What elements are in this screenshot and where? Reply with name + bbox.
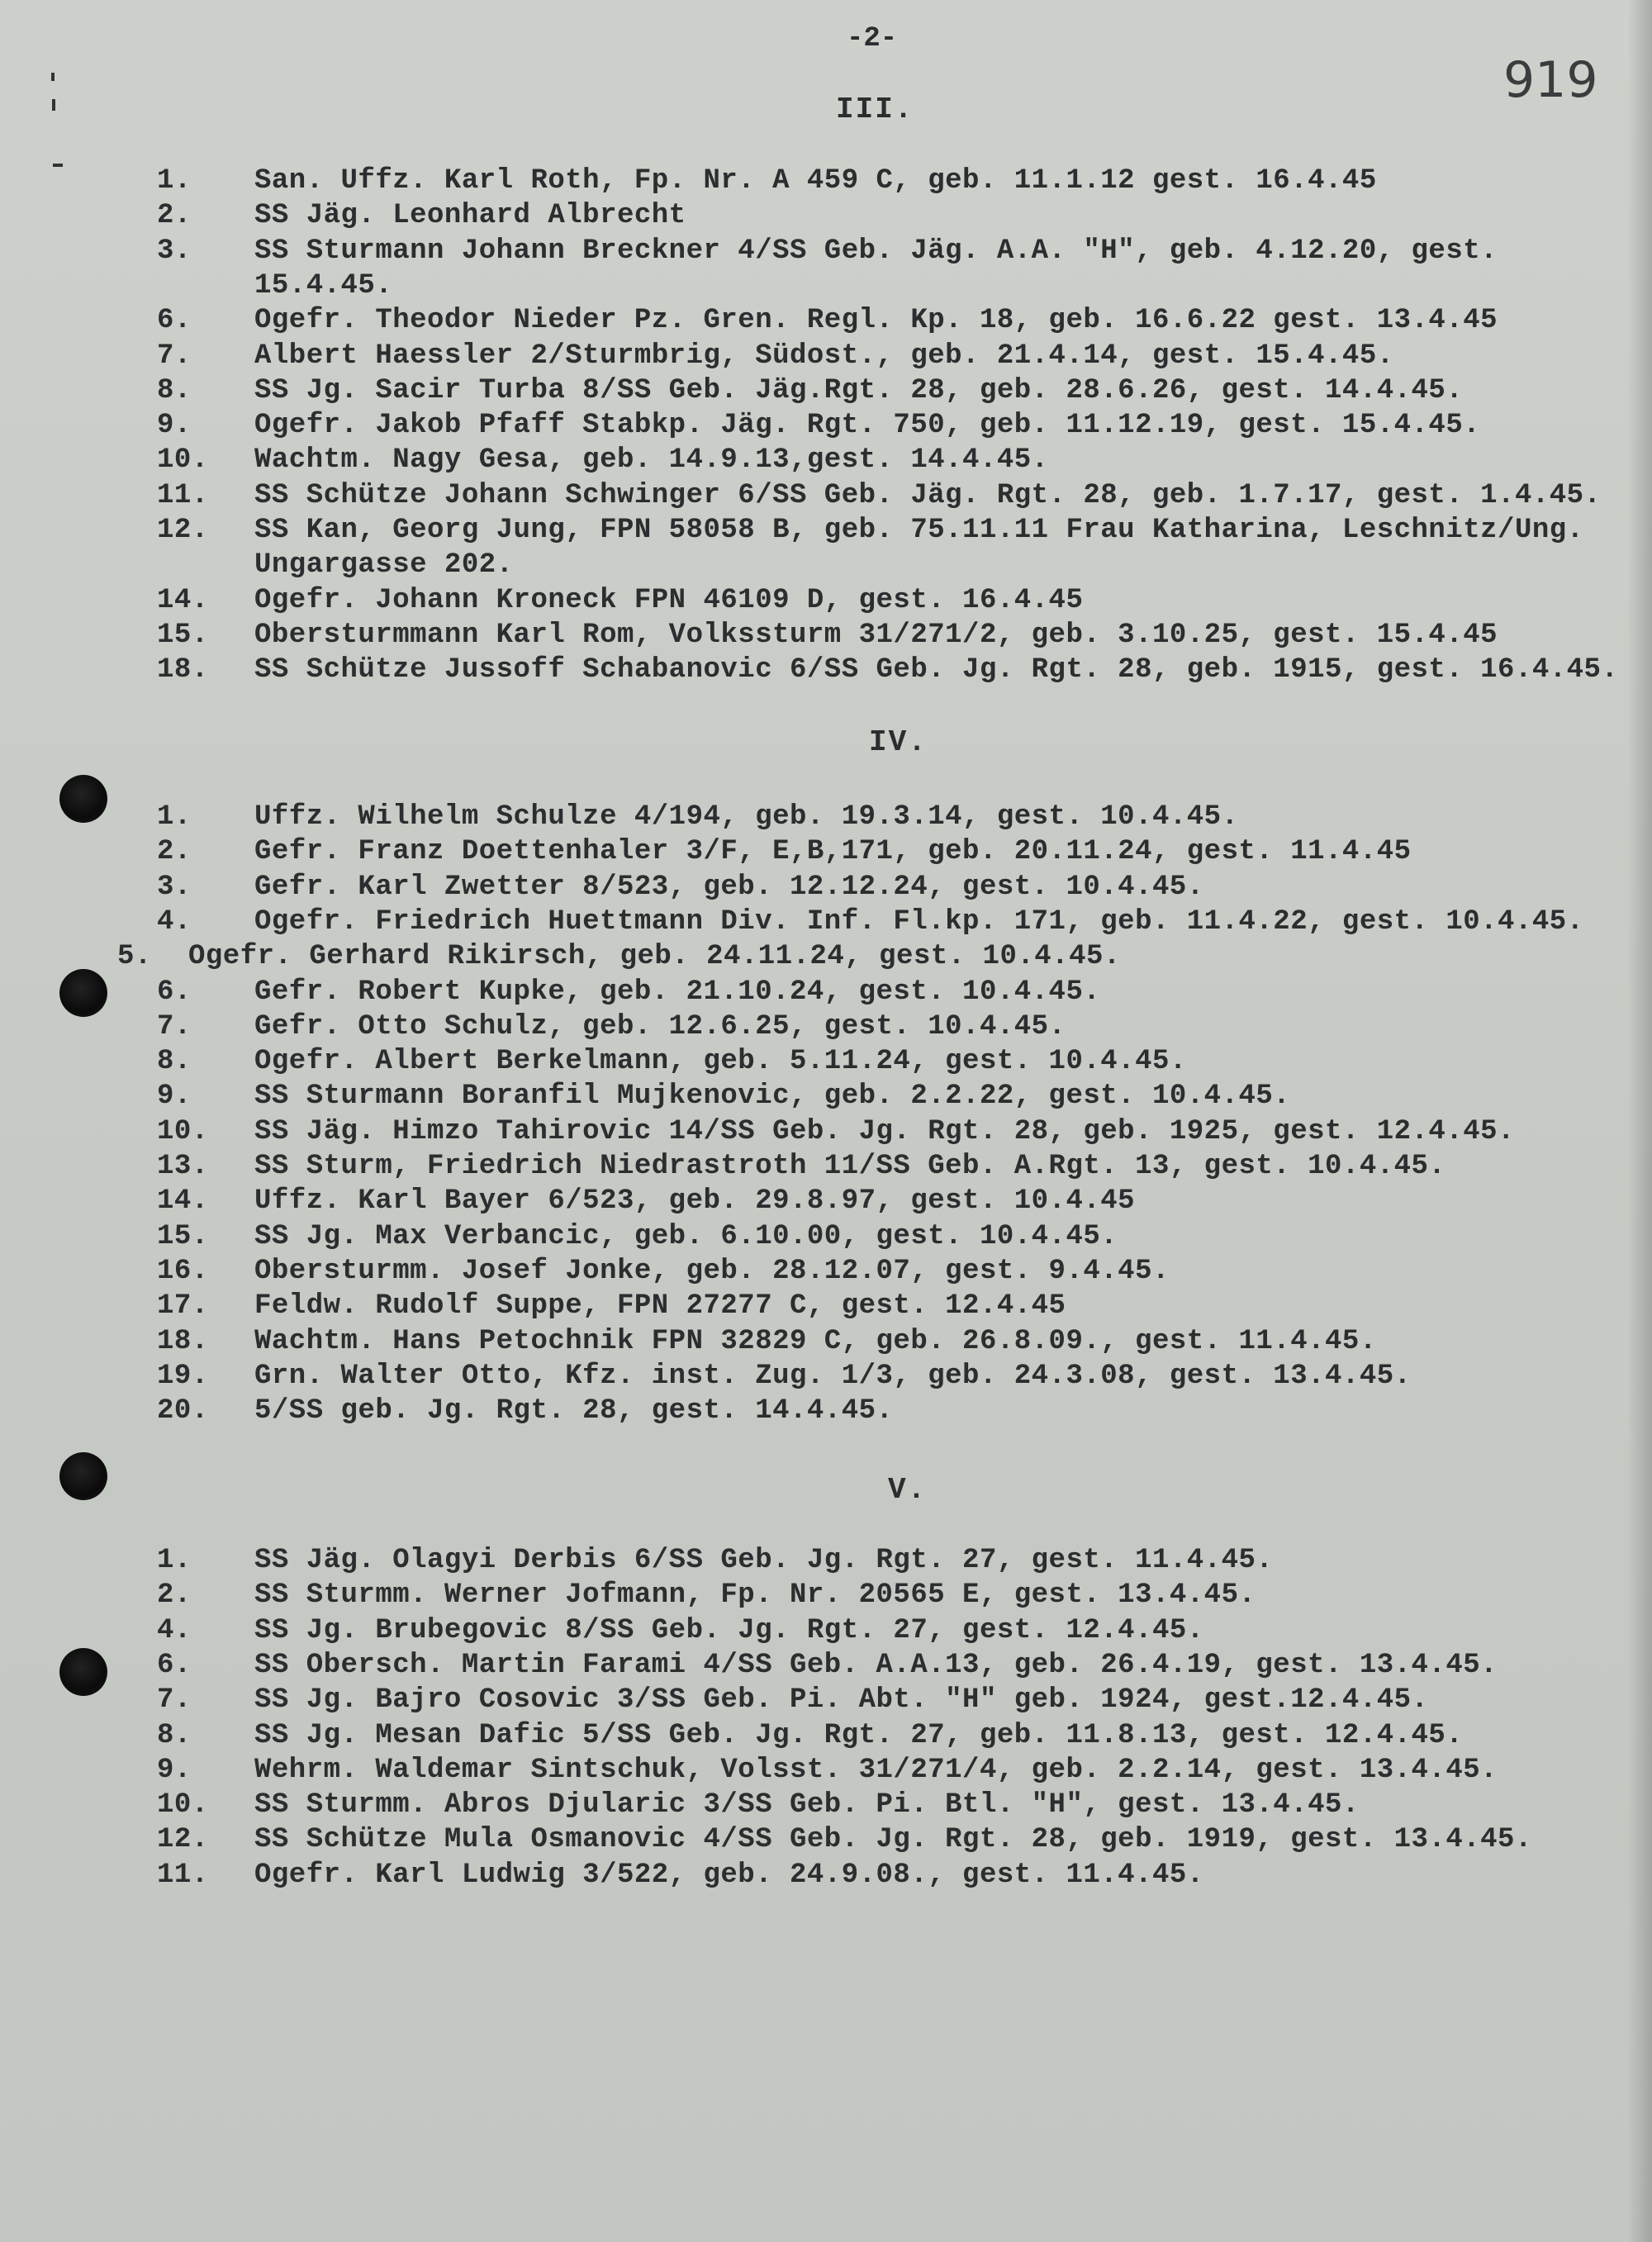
entry-number: 16. <box>157 1256 209 1287</box>
entry-number: 18. <box>157 654 209 686</box>
list-entry <box>0 801 1652 836</box>
entry-number: 9. <box>157 1755 192 1786</box>
margin-mark <box>52 99 55 111</box>
entry-text: SS Obersch. Martin Farami 4/SS Geb. A.A.13, geb. 26.4.19, gest. 13.4.45. <box>254 1650 1498 1681</box>
list-entry <box>0 1545 1652 1579</box>
list-entry <box>0 872 1652 906</box>
list-entry <box>0 1081 1652 1115</box>
entry-number: 1. <box>157 1545 192 1576</box>
entry-text: Ogefr. Friedrich Huettmann Div. Inf. Fl.kp. 171, geb. 11.4.22, gest. 10.4.45. <box>254 906 1584 938</box>
section-heading: V. <box>888 1473 928 1507</box>
entry-number: 18. <box>157 1326 209 1357</box>
entry-text: SS Jäg. Leonhard Albrecht <box>254 200 686 231</box>
entry-text: Wachtm. Hans Petochnik FPN 32829 C, geb. 26.8.09., gest. 11.4.45. <box>254 1326 1377 1357</box>
list-entry <box>0 1361 1652 1395</box>
list-entry <box>0 340 1652 375</box>
entry-text: Ogefr. Gerhard Rikirsch, geb. 24.11.24, gest. 10.4.45. <box>188 941 1121 972</box>
entry-number: 7. <box>157 1684 192 1716</box>
entry-number: 6. <box>157 976 192 1008</box>
entry-number: 2. <box>157 1579 192 1611</box>
list-entry <box>0 1221 1652 1256</box>
entry-text: SS Jg. Brubegovic 8/SS Geb. Jg. Rgt. 27, gest. 12.4.45. <box>254 1615 1204 1646</box>
entry-text: SS Schütze Johann Schwinger 6/SS Geb. Jäg. Rgt. 28, geb. 1.7.17, gest. 1.4.45. <box>254 480 1602 511</box>
entry-text: Obersturmm. Josef Jonke, geb. 28.12.07, gest. 9.4.45. <box>254 1256 1170 1287</box>
entry-continuation: 15.4.45. <box>254 270 393 302</box>
entry-text: San. Uffz. Karl Roth, Fp. Nr. A 459 C, geb. 11.1.12 gest. 16.4.45 <box>254 165 1377 197</box>
entry-text: Gefr. Otto Schulz, geb. 12.6.25, gest. 10.4.45. <box>254 1011 1066 1043</box>
entry-text: SS Jg. Bajro Cosovic 3/SS Geb. Pi. Abt. "H" geb. 1924, gest.12.4.45. <box>254 1684 1429 1716</box>
list-entry <box>0 1824 1652 1859</box>
entry-text: Wachtm. Nagy Gesa, geb. 14.9.13,gest. 14.4.45. <box>254 444 1049 476</box>
list-entry <box>0 480 1652 515</box>
entry-text: Ogefr. Albert Berkelmann, geb. 5.11.24, gest. 10.4.45. <box>254 1046 1187 1077</box>
entry-number: 1. <box>157 165 192 197</box>
list-entry <box>0 1579 1652 1614</box>
list-entry <box>0 305 1652 340</box>
entry-number: 19. <box>157 1361 209 1392</box>
entry-text: Gefr. Karl Zwetter 8/523, geb. 12.12.24, gest. 10.4.45. <box>254 872 1204 903</box>
entry-text: SS Jg. Mesan Dafic 5/SS Geb. Jg. Rgt. 27, geb. 11.8.13, gest. 12.4.45. <box>254 1720 1464 1751</box>
list-entry <box>0 515 1652 581</box>
entry-text: SS Sturmm. Abros Djularic 3/SS Geb. Pi. Btl. "H", gest. 13.4.45. <box>254 1789 1360 1821</box>
entry-text: Ogefr. Jakob Pfaff Stabkp. Jäg. Rgt. 750, geb. 11.12.19, gest. 15.4.45. <box>254 410 1481 441</box>
entry-text: SS Sturmm. Werner Jofmann, Fp. Nr. 20565 E, gest. 13.4.45. <box>254 1579 1256 1611</box>
list-entry <box>0 200 1652 235</box>
entry-number: 9. <box>157 1081 192 1112</box>
entry-number: 12. <box>157 1824 209 1855</box>
entry-number: 3. <box>157 872 192 903</box>
entry-text: SS Jäg. Olagyi Derbis 6/SS Geb. Jg. Rgt. 27, gest. 11.4.45. <box>254 1545 1274 1576</box>
list-entry <box>0 906 1652 941</box>
entry-text: SS Schütze Mula Osmanovic 4/SS Geb. Jg. Rgt. 28, geb. 1919, gest. 13.4.45. <box>254 1824 1532 1855</box>
list-entry <box>0 1326 1652 1361</box>
section-heading: III. <box>836 93 914 126</box>
entry-text: Ogefr. Karl Ludwig 3/522, geb. 24.9.08., gest. 11.4.45. <box>254 1860 1204 1891</box>
entry-text: Wehrm. Waldemar Sintschuk, Volsst. 31/271/4, geb. 2.2.14, gest. 13.4.45. <box>254 1755 1498 1786</box>
entry-number: 15. <box>157 620 209 651</box>
entry-text: Feldw. Rudolf Suppe, FPN 27277 C, gest. 12.4.45 <box>254 1290 1066 1322</box>
entry-number: 4. <box>157 906 192 938</box>
entry-text: 5/SS geb. Jg. Rgt. 28, gest. 14.4.45. <box>254 1395 894 1427</box>
list-entry <box>0 1650 1652 1684</box>
list-entry <box>0 410 1652 444</box>
list-entry <box>0 1116 1652 1151</box>
punch-hole <box>59 1452 107 1500</box>
entry-number: 6. <box>157 1650 192 1681</box>
list-entry <box>0 444 1652 479</box>
list-entry <box>0 375 1652 410</box>
entry-text: SS Jäg. Himzo Tahirovic 14/SS Geb. Jg. Rgt. 28, geb. 1925, gest. 12.4.45. <box>254 1116 1515 1147</box>
entry-number: 11. <box>157 1860 209 1891</box>
list-entry <box>0 976 1652 1011</box>
list-entry <box>0 1789 1652 1824</box>
entry-number: 14. <box>157 1185 209 1217</box>
entry-text: Albert Haessler 2/Sturmbrig, Südost., geb. 21.4.14, gest. 15.4.45. <box>254 340 1394 372</box>
entry-text: Obersturmmann Karl Rom, Volkssturm 31/271/2, geb. 3.10.25, gest. 15.4.45 <box>254 620 1498 651</box>
list-entry <box>0 1720 1652 1755</box>
entry-number: 5. <box>117 941 152 972</box>
list-entry <box>0 235 1652 302</box>
entry-number: 15. <box>157 1221 209 1252</box>
entry-number: 9. <box>157 410 192 441</box>
list-entry <box>0 165 1652 200</box>
entry-text: SS Schütze Jussoff Schabanovic 6/SS Geb. Jg. Rgt. 28, geb. 1915, gest. 16.4.45. <box>254 654 1619 686</box>
list-entry <box>0 1860 1652 1894</box>
list-entry <box>0 1011 1652 1046</box>
page-number: -2- <box>847 23 898 55</box>
entry-number: 10. <box>157 1116 209 1147</box>
list-entry <box>0 1256 1652 1290</box>
entry-number: 3. <box>157 235 192 267</box>
list-entry <box>0 654 1652 689</box>
entry-number: 20. <box>157 1395 209 1427</box>
list-entry <box>0 1290 1652 1325</box>
entry-text: SS Sturmann Boranfil Mujkenovic, geb. 2.2.22, gest. 10.4.45. <box>254 1081 1291 1112</box>
entry-number: 4. <box>157 1615 192 1646</box>
entry-number: 11. <box>157 480 209 511</box>
entry-number: 8. <box>157 375 192 406</box>
entry-number: 13. <box>157 1151 209 1182</box>
list-entry <box>0 1185 1652 1220</box>
entry-number: 2. <box>157 200 192 231</box>
entry-text: SS Sturmann Johann Breckner 4/SS Geb. Jäg. A.A. "H", geb. 4.12.20, gest. <box>254 235 1498 267</box>
list-entry <box>0 1395 1652 1430</box>
entry-text: Grn. Walter Otto, Kfz. inst. Zug. 1/3, geb. 24.3.08, gest. 13.4.45. <box>254 1361 1412 1392</box>
entry-text: Gefr. Robert Kupke, geb. 21.10.24, gest. 10.4.45. <box>254 976 1101 1008</box>
section-heading: IV. <box>869 725 928 759</box>
entry-text: Ogefr. Johann Kroneck FPN 46109 D, gest. 16.4.45 <box>254 585 1084 616</box>
entry-number: 10. <box>157 1789 209 1821</box>
list-entry <box>0 1615 1652 1650</box>
list-entry <box>0 620 1652 654</box>
entry-number: 7. <box>157 1011 192 1043</box>
entry-text: SS Sturm, Friedrich Niedrastroth 11/SS Geb. A.Rgt. 13, gest. 10.4.45. <box>254 1151 1446 1182</box>
entry-number: 10. <box>157 444 209 476</box>
entry-number: 6. <box>157 305 192 336</box>
entry-text: Uffz. Karl Bayer 6/523, geb. 29.8.97, gest. 10.4.45 <box>254 1185 1136 1217</box>
list-entry <box>0 1151 1652 1185</box>
entry-text: Uffz. Wilhelm Schulze 4/194, geb. 19.3.14, gest. 10.4.45. <box>254 801 1239 833</box>
entry-text: Gefr. Franz Doettenhaler 3/F, E,B,171, geb. 20.11.24, gest. 11.4.45 <box>254 836 1412 867</box>
margin-mark <box>51 73 55 81</box>
entry-number: 7. <box>157 340 192 372</box>
entry-text: Ogefr. Theodor Nieder Pz. Gren. Regl. Kp. 18, geb. 16.6.22 gest. 13.4.45 <box>254 305 1498 336</box>
entry-number: 17. <box>157 1290 209 1322</box>
entry-text: SS Kan, Georg Jung, FPN 58058 B, geb. 75.11.11 Frau Katharina, Leschnitz/Ung. <box>254 515 1584 546</box>
entry-number: 2. <box>157 836 192 867</box>
list-entry <box>0 941 1652 976</box>
entry-number: 14. <box>157 585 209 616</box>
entry-number: 12. <box>157 515 209 546</box>
list-entry <box>0 1684 1652 1719</box>
entry-number: 8. <box>157 1720 192 1751</box>
list-entry <box>0 836 1652 871</box>
entry-text: SS Jg. Sacir Turba 8/SS Geb. Jäg.Rgt. 28, geb. 28.6.26, gest. 14.4.45. <box>254 375 1464 406</box>
list-entry <box>0 1046 1652 1081</box>
list-entry <box>0 585 1652 620</box>
entry-number: 1. <box>157 801 192 833</box>
entry-number: 8. <box>157 1046 192 1077</box>
list-entry <box>0 1755 1652 1789</box>
entry-text: SS Jg. Max Verbancic, geb. 6.10.00, gest. 10.4.45. <box>254 1221 1118 1252</box>
entry-continuation: Ungargasse 202. <box>254 549 514 581</box>
archive-number: 919 <box>1503 51 1598 109</box>
